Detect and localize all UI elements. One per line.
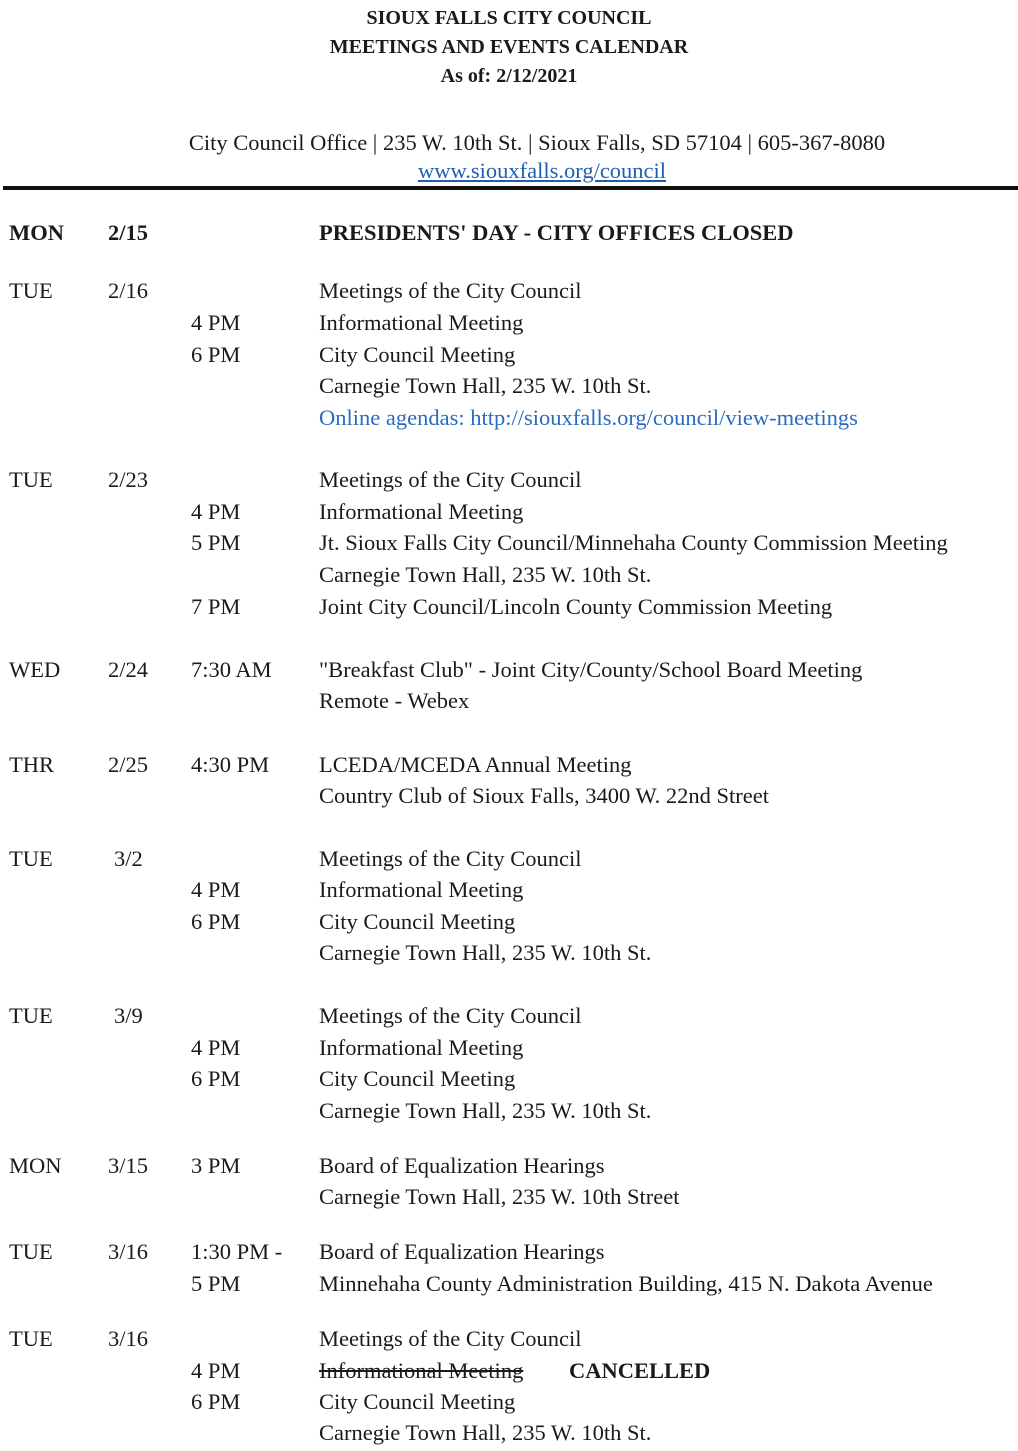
event-location: Country Club of Sioux Falls, 3400 W. 22nd Street <box>319 783 770 808</box>
event-time: 6 PM <box>191 342 241 367</box>
event-time: 5 PM <box>191 1271 241 1296</box>
event-line <box>0 371 1018 401</box>
event-line <box>0 1269 1018 1299</box>
event-text: Board of Equalization Hearings <box>319 1153 605 1178</box>
event-line <box>0 1418 1018 1448</box>
event-day: TUE <box>9 278 53 303</box>
event-location: Carnegie Town Hall, 235 W. 10th St. <box>319 373 652 398</box>
event-text: Jt. Sioux Falls City Council/Minnehaha County Commission Meeting <box>319 530 948 555</box>
event-time: 4:30 PM <box>191 752 270 777</box>
event-text: PRESIDENTS' DAY - CITY OFFICES CLOSED <box>319 220 794 245</box>
event-time: 1:30 PM - <box>191 1239 283 1264</box>
event-day: THR <box>9 752 54 777</box>
event-time: 7:30 AM <box>191 657 272 682</box>
event-row <box>0 1324 1018 1354</box>
event-day: TUE <box>9 846 53 871</box>
event-line <box>0 938 1018 968</box>
event-line <box>0 340 1018 370</box>
event-line <box>0 907 1018 937</box>
calendar-title: SIOUX FALLS CITY COUNCIL <box>366 7 652 29</box>
event-date: 2/16 <box>108 278 149 303</box>
event-line <box>0 875 1018 905</box>
event-time: 4 PM <box>191 877 241 902</box>
event-time: 4 PM <box>191 499 241 524</box>
event-text: Joint City Council/Lincoln County Commission Meeting <box>319 594 833 619</box>
event-date: 2/23 <box>108 467 149 492</box>
event-date: 3/15 <box>108 1153 149 1178</box>
event-text: Meetings of the City Council <box>319 846 582 871</box>
cancelled-badge: CANCELLED <box>569 1358 711 1383</box>
event-text: Informational Meeting <box>319 877 524 902</box>
event-day: MON <box>9 220 64 245</box>
online-agendas-link[interactable]: Online agendas: http://siouxfalls.org/council/view-meetings <box>319 405 858 430</box>
event-location: Carnegie Town Hall, 235 W. 10th St. <box>319 1098 652 1123</box>
event-day: TUE <box>9 1239 53 1264</box>
council-website-link[interactable]: www.siouxfalls.org/council <box>417 158 667 183</box>
event-line <box>0 528 1018 558</box>
event-location: Carnegie Town Hall, 235 W. 10th St. <box>319 1420 652 1445</box>
header-divider <box>3 186 1018 190</box>
office-contact: City Council Office | 235 W. 10th St. | Sioux Falls, SD 57104 | 605-367-8080 <box>188 130 886 155</box>
event-date: 2/25 <box>108 752 149 777</box>
event-text: LCEDA/MCEDA Annual Meeting <box>319 752 632 777</box>
event-day: TUE <box>9 1326 53 1351</box>
event-row <box>0 655 1018 685</box>
event-text: City Council Meeting <box>319 1066 516 1091</box>
event-time: 4 PM <box>191 310 241 335</box>
event-text: Informational Meeting <box>319 1035 524 1060</box>
event-row <box>0 750 1018 780</box>
event-line <box>0 592 1018 622</box>
event-row <box>0 276 1018 306</box>
event-row <box>0 844 1018 874</box>
event-text: Meetings of the City Council <box>319 467 582 492</box>
event-text: "Breakfast Club" - Joint City/County/School Board Meeting <box>319 657 863 682</box>
event-text: City Council Meeting <box>319 909 516 934</box>
event-line <box>0 1182 1018 1212</box>
as-of-date: As of: 2/12/2021 <box>440 65 578 87</box>
event-line <box>0 497 1018 527</box>
event-date: 2/24 <box>108 657 149 682</box>
event-time: 3 PM <box>191 1153 241 1178</box>
event-text-cancelled: Informational Meeting <box>319 1358 524 1383</box>
event-text: Meetings of the City Council <box>319 1326 582 1351</box>
event-line <box>0 1064 1018 1094</box>
event-line <box>0 308 1018 338</box>
event-row <box>0 1237 1018 1267</box>
calendar-subtitle: MEETINGS AND EVENTS CALENDAR <box>329 36 689 58</box>
event-text: Meetings of the City Council <box>319 278 582 303</box>
event-day: TUE <box>9 1003 53 1028</box>
event-row <box>0 218 1018 248</box>
event-text: Informational Meeting <box>319 499 524 524</box>
event-time: 4 PM <box>191 1035 241 1060</box>
event-time: 6 PM <box>191 909 241 934</box>
event-text: City Council Meeting <box>319 342 516 367</box>
event-time: 7 PM <box>191 594 241 619</box>
event-date: 2/15 <box>108 220 149 245</box>
event-time: 6 PM <box>191 1389 241 1414</box>
event-day: WED <box>9 657 61 682</box>
event-text: Informational Meeting <box>319 310 524 335</box>
event-location: Carnegie Town Hall, 235 W. 10th Street <box>319 1184 680 1209</box>
event-location: Minnehaha County Administration Building, 415 N. Dakota Avenue <box>319 1271 933 1296</box>
event-time: 5 PM <box>191 530 241 555</box>
event-date: 3/9 <box>114 1003 143 1028</box>
event-time: 4 PM <box>191 1358 241 1383</box>
event-line <box>0 781 1018 811</box>
event-line <box>0 1387 1018 1417</box>
event-line <box>0 1033 1018 1063</box>
event-line <box>0 1356 1018 1386</box>
event-line <box>0 560 1018 590</box>
event-day: TUE <box>9 467 53 492</box>
event-date: 3/2 <box>114 846 143 871</box>
event-text: Meetings of the City Council <box>319 1003 582 1028</box>
event-line <box>0 403 1018 433</box>
event-date: 3/16 <box>108 1239 149 1264</box>
event-line <box>0 686 1018 716</box>
event-time: 6 PM <box>191 1066 241 1091</box>
event-text: Board of Equalization Hearings <box>319 1239 605 1264</box>
event-row <box>0 465 1018 495</box>
event-row <box>0 1151 1018 1181</box>
event-date: 3/16 <box>108 1326 149 1351</box>
event-line <box>0 1096 1018 1126</box>
event-location: Carnegie Town Hall, 235 W. 10th St. <box>319 562 652 587</box>
event-row <box>0 1001 1018 1031</box>
event-location: Carnegie Town Hall, 235 W. 10th St. <box>319 940 652 965</box>
event-text: City Council Meeting <box>319 1389 516 1414</box>
event-location: Remote - Webex <box>319 688 470 713</box>
event-day: MON <box>9 1153 62 1178</box>
